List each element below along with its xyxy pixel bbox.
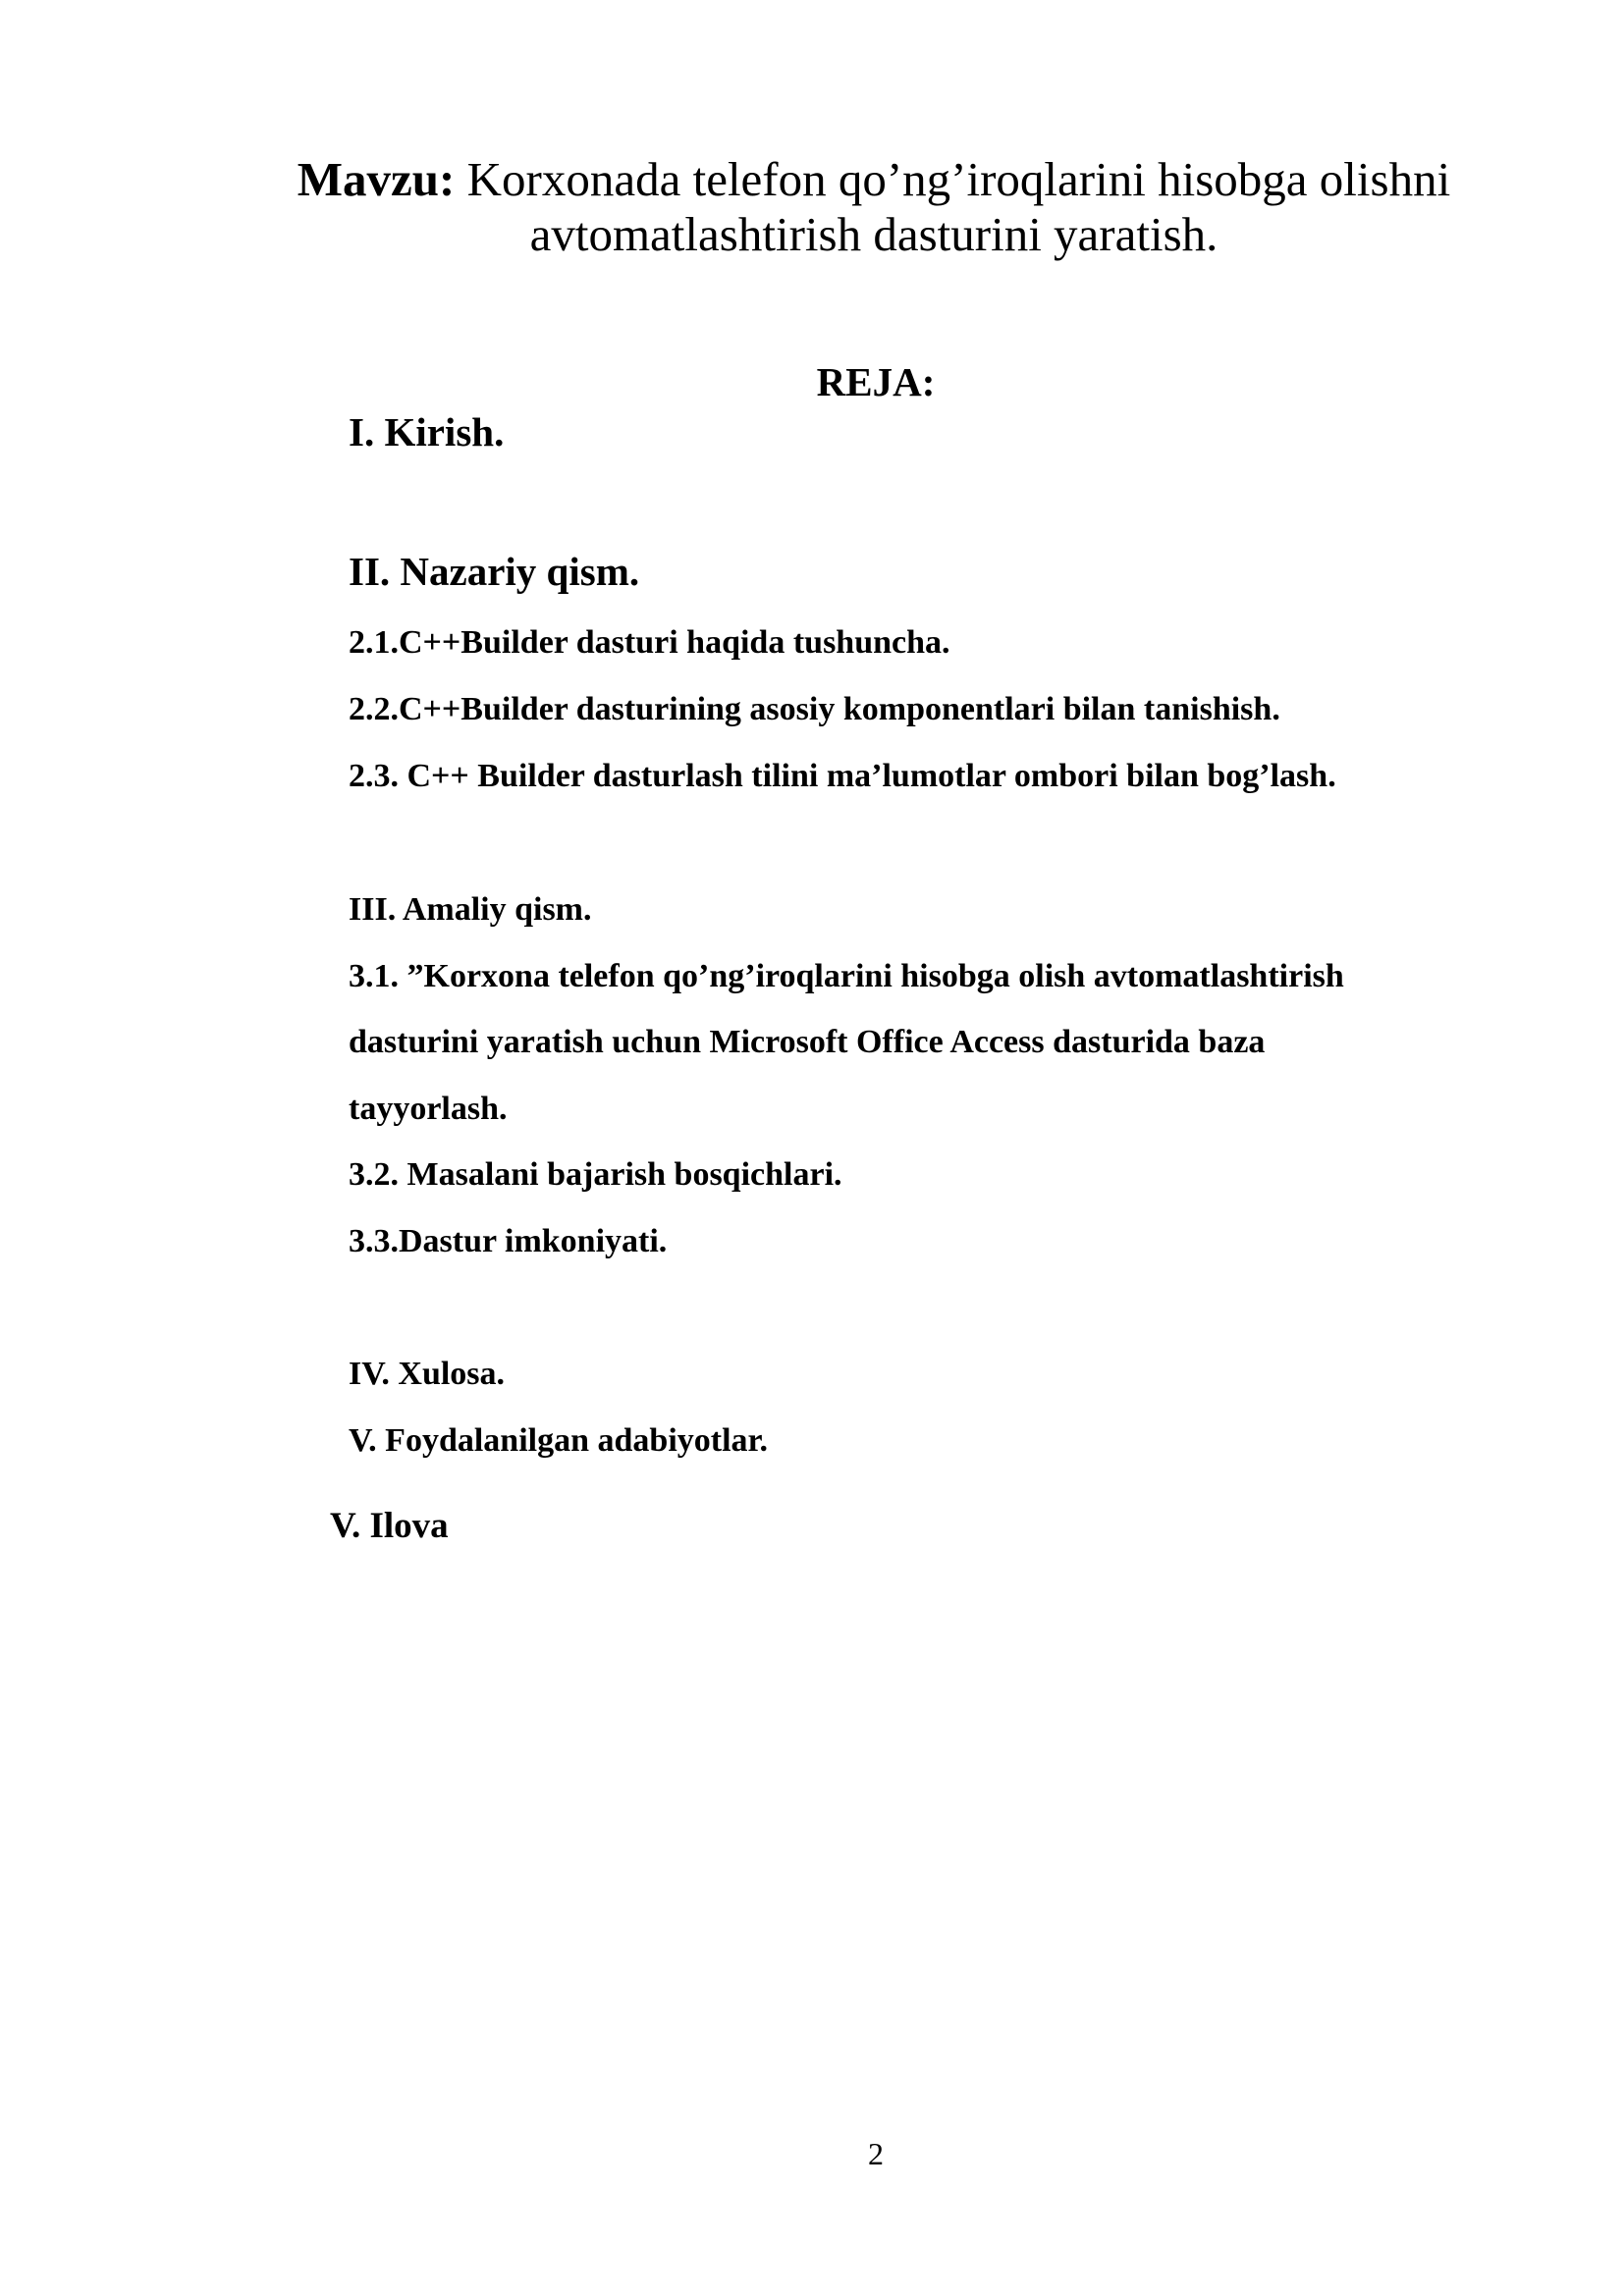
topic-text-line2: avtomatlashtirish dasturini yaratish. [529,207,1218,261]
plan-item-practice: III. Amaliy qism. [349,891,592,928]
topic-title [236,152,1512,262]
page-number: 2 [868,2136,884,2171]
topic-label: Mavzu: [297,152,456,206]
plan-subitem-3-1-line1: 3.1. ”Korxona telefon qo’ng’iroqlarini hisobga olish avtomatlashtirish [349,958,1344,994]
plan-subitem-2-3: 2.3. C++ Builder dasturlash tilini ma’lumotlar ombori bilan bog’lash. [349,758,1336,794]
plan-subitem-3-1-line2: dasturini yaratish uchun Microsoft Office Access dasturida baza [349,1024,1266,1060]
plan-subitem-3-3: 3.3.Dastur imkoniyati. [349,1223,668,1259]
plan-subitem-3-1-line3: tayyorlash. [349,1091,508,1127]
plan-subitem-3-2: 3.2. Masalani bajarish bosqichlari. [349,1156,842,1193]
topic-text-line1: Korxonada telefon qo’ng’iroqlarini hisobga olishni [455,152,1451,206]
plan-subitem-2-2: 2.2.C++Builder dasturining asosiy komponentlari bilan tanishish. [349,691,1280,727]
plan-heading: REJA: [816,359,936,404]
plan-item-appendix: V. Ilova [330,1506,449,1546]
plan-item-conclusion: IV. Xulosa. [349,1356,506,1392]
plan-subitem-2-1: 2.1.C++Builder dasturi haqida tushuncha. [349,624,950,661]
plan-item-theory: II. Nazariy qism. [349,549,640,594]
plan-item-references: V. Foydalanilgan adabiyotlar. [349,1422,769,1459]
plan-item-introduction: I. Kirish. [349,409,505,454]
